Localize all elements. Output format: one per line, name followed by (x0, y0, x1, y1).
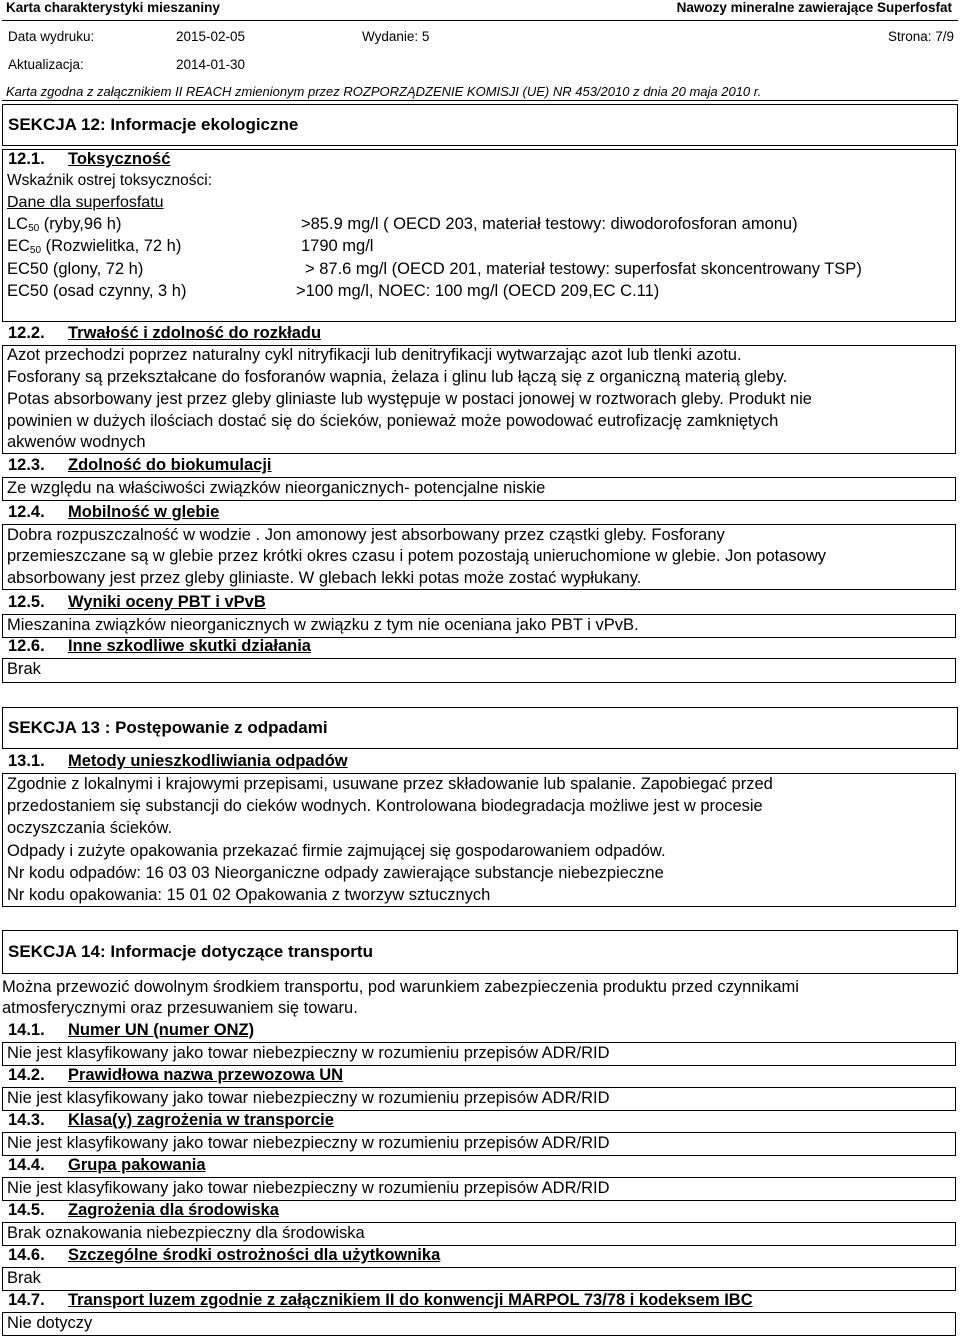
env-hazard-text: Brak oznakowania niebezpieczny dla środowiska (7, 1224, 365, 1242)
tox-value-ec50-daphnia: 1790 mg/l (301, 237, 374, 255)
persistence-line-2: Fosforany są przekształcane do fosforanów wapnia, żelaza i glinu lub łączą się z organiczną materią gleby. (7, 368, 788, 386)
subsection-14-2: 14.2. Prawidłowa nazwa przewozowa UN (8, 1066, 344, 1084)
tox-value-lc50-fish: >85.9 mg/l ( OECD 203, materiał testowy: diwodorofosforan amonu) (301, 215, 798, 233)
section-12-title: SEKCJA 12: Informacje ekologiczne (8, 115, 299, 134)
subsection-12-2: 12.2. Trwałość i zdolność do rozkładu (8, 324, 322, 342)
mobility-line-1: Dobra rozpuszczalność w wodzie . Jon amonowy jest absorbowany przez cząstki gleby. Fosforany (7, 526, 725, 544)
waste-code: Nr kodu odpadów: 16 03 03 Nieorganiczne odpady zawierające substancje niebezpieczne (7, 864, 664, 882)
other-effects-box (2, 658, 956, 683)
waste-line-1: Zgodnie z lokalnymi i krajowymi przepisami, usuwane przez składowanie lub spalanie. Zapobiegać przed (7, 775, 773, 793)
subsection-14-5: 14.5. Zagrożenia dla środowiska (8, 1201, 279, 1219)
reach-note: Karta zgodna z załącznikiem II REACH zmienionym przez ROZPORZĄDZENIE KOMISJI (UE) NR 453/2010 z dnia 20 maja 2010 r. (6, 84, 762, 99)
tox-value-ec50-algae: > 87.6 mg/l (OECD 201, materiał testowy: superfosfat skoncentrowany TSP) (305, 260, 862, 278)
persistence-line-5: akwenów wodnych (7, 433, 146, 451)
tox-value-ec50-sludge: >100 mg/l, NOEC: 100 mg/l (OECD 209,EC C.11) (296, 282, 660, 300)
subsection-12-5: 12.5. Wyniki oceny PBT i vPvB (8, 593, 266, 611)
superphosphate-data-label: Dane dla superfosfatu (7, 194, 164, 211)
tox-row-lc50-fish: $LC_{50}$ (ryby,96 h) (7, 215, 122, 234)
tox-row-ec50-sludge: EC50 (osad czynny, 3 h) (7, 282, 187, 300)
mobility-line-2: przemieszczane są w glebie przez krótki okres czasu i potem pozostają unieruchomione w glebie. Jon potasowy (7, 547, 826, 565)
waste-line-3: oczyszczania ścieków. (7, 819, 173, 837)
user-precautions-text: Brak (7, 1269, 41, 1287)
waste-line-4: Odpady i zużyte opakowania przekazać firmie zajmującej się gospodarowaniem odpadów. (7, 842, 666, 860)
marpol-box (2, 1312, 956, 1336)
page-number: Strona: 7/9 (887, 29, 954, 44)
transport-intro-1: Można przewozić dowolnym środkiem transportu, pod warunkiem zabezpieczenia produktu przed czynnikami (2, 978, 799, 996)
other-effects-text: Brak (7, 660, 41, 678)
update-date: 2014-01-30 (176, 57, 246, 72)
subsection-14-4: 14.4. Grupa pakowania (8, 1156, 206, 1174)
pbt-text: Mieszanina związków nieorganicznych w związku z tym nie oceniana jako PBT i vPvB. (7, 616, 639, 634)
subsection-12-6: 12.6. Inne szkodliwe skutki działania (8, 637, 311, 655)
subsection-14-1: 14.1. Numer UN (numer ONZ) (8, 1021, 255, 1039)
section-13-title: SEKCJA 13 : Postępowanie z odpadami (8, 718, 328, 737)
subsection-14-6: 14.6. Szczególne środki ostrożności dla użytkownika (8, 1246, 441, 1264)
product-name: Nawozy mineralne zawierające Superfosfat (676, 0, 952, 15)
persistence-line-4: powinien w dużych ilościach dostać się do ścieków, ponieważ może powodować eutrofizację zamkniętych (7, 412, 779, 430)
acute-toxicity-label: Wskaźnik ostrej toksyczności: (7, 172, 212, 189)
section-14-title: SEKCJA 14: Informacje dotyczące transportu (8, 942, 373, 961)
print-date-label: Data wydruku: (8, 29, 95, 44)
subsection-12-4: 12.4. Mobilność w glebie (8, 503, 220, 521)
tox-row-ec50-algae: EC50 (glony, 72 h) (7, 260, 144, 278)
print-date: 2015-02-05 (176, 29, 246, 44)
subsection-13-1: 13.1. Metody unieszkodliwiania odpadów (8, 752, 348, 770)
subsection-14-3: 14.3. Klasa(y) zagrożenia w transporcie (8, 1111, 334, 1129)
un-number-text: Nie jest klasyfikowany jako towar niebezpieczny w rozumieniu przepisów ADR/RID (7, 1044, 610, 1062)
persistence-line-3: Potas absorbowany jest przez gleby gliniaste lub występuje w postaci jonowej w roztworach gleby. Produkt nie (7, 390, 812, 408)
marpol-text: Nie dotyczy (7, 1314, 93, 1332)
tox-row-ec50-daphnia: $EC_{50}$ (Rozwielitka, 72 h) (7, 237, 182, 256)
hazard-class-text: Nie jest klasyfikowany jako towar niebezpieczny w rozumieniu przepisów ADR/RID (7, 1134, 610, 1152)
header-divider (2, 20, 958, 21)
update-label: Aktualizacja: (8, 57, 84, 72)
user-precautions-box (2, 1267, 956, 1291)
header-divider-2 (2, 100, 958, 101)
subsection-12-3: 12.3. Zdolność do biokumulacji (8, 456, 272, 474)
shipping-name-text: Nie jest klasyfikowany jako towar niebezpieczny w rozumieniu przepisów ADR/RID (7, 1089, 610, 1107)
bioaccumulation-text: Ze względu na właściwości związków nieorganicznych- potencjalne niskie (7, 479, 546, 497)
persistence-line-1: Azot przechodzi poprzez naturalny cykl nitryfikacji lub denitryfikacji wytwarzając azot lub tlenki azotu. (7, 346, 742, 364)
transport-intro-2: atmosferycznymi oraz przesuwaniem się towaru. (2, 999, 358, 1017)
edition: Wydanie: 5 (362, 29, 430, 44)
subsection-12-1: 12.1. Toksyczność (8, 150, 171, 168)
waste-line-2: przedostaniem się substancji do cieków wodnych. Kontrolowana biodegradacja możliwe jest w procesie (7, 797, 763, 815)
packaging-code: Nr kodu opakowania: 15 01 02 Opakowania z tworzyw sztucznych (7, 886, 491, 904)
mobility-line-3: absorbowany jest przez gleby gliniaste. W glebach lekki potas może zostać wypłukany. (7, 569, 642, 587)
document-title: Karta charakterystyki mieszaniny (6, 0, 220, 15)
packing-group-text: Nie jest klasyfikowany jako towar niebezpieczny w rozumieniu przepisów ADR/RID (7, 1179, 610, 1197)
subsection-14-7: 14.7. Transport luzem zgodnie z załącznikiem II do konwencji MARPOL 73/78 i kodeksem IBC (8, 1291, 753, 1309)
